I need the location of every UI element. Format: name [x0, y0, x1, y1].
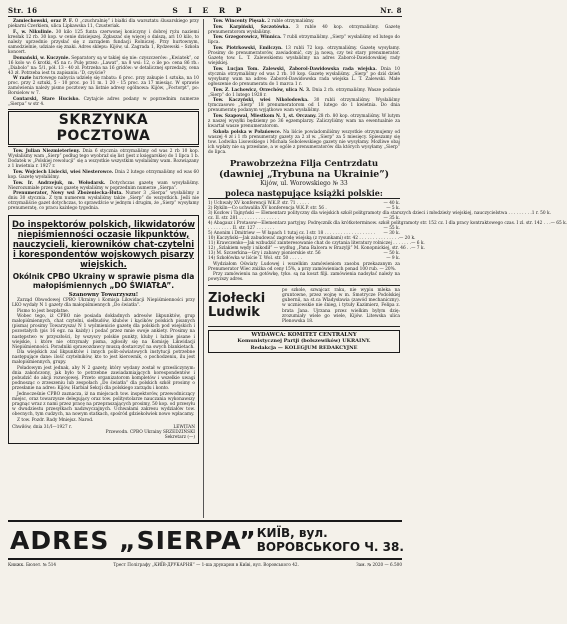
notice-paragraph-text: O „czuchralnię” i białki dla warsztatu ślusarskiego przy piekarni Czerkiem, ulica Lipkawska 11, Czusteriak.	[8, 19, 199, 30]
notice-paragraph-text: Separatory są w takiej się nie: czyszczerów: „Kwiatek”, oz 16 kolo w: 6 krotki, 45 na r.: Pulę przez: „Lawat”, na 8 wsi: 12, o ile po: cena 86 rb.: „Diabolo” na: 5/1, pół. 13 - 40 zł. Potrzeba na 16 gridów: w detalicznej sprzedaży, cena 43 zł. Potrzeba iest tu zapisaniu: 'D, czyście?	[8, 55, 199, 76]
imprint-mid: Трест Поліграфу „КИЇВ-ДРУКАРНЯ“ — 1-ша друкарня в Київі, вул. Воровського 42.	[113, 562, 299, 567]
notice-paragraph	[8, 76, 199, 96]
book-discount-note: Wydziałom Oświaty Ludowej i wszelkim zamówieniom zasobu przekazanym za Prenumerator Wiec zniżka od ceny 15%, a przy zamówieniach ponad 100 rub. — 20%.	[208, 261, 400, 272]
book-title: . . . . . . . . . II. str. 127 . . . . . . .	[208, 226, 275, 232]
notice-signature	[12, 425, 195, 440]
notice-date: Chwiłów, dnia 31/I—1927 r.	[12, 424, 72, 430]
notice-paragraph-lead: W razie	[13, 76, 32, 82]
publisher-line-3: Redakcja — KOLEGJUM REDAKCYJNE	[250, 344, 358, 351]
notice-paragraph-lead: Contarski, Stare Hucisko.	[13, 97, 80, 103]
notice-paragraph-text: Czytajcie adres podany w poprzednim numerze „Sierpa” w str 4.	[8, 97, 200, 108]
book-price: — 20 k.	[399, 236, 416, 242]
notice-paragraph-lead: Tow. Kaczyński, wieś Nikolodowka.	[213, 98, 309, 104]
book-item	[208, 256, 400, 261]
book-title: 5) Anonim i Dmitriew — W łapach 1 tutaj cz. I str. 18 . . . . . . . . . . . . . . . . . . .	[208, 231, 376, 237]
notice-paragraph	[8, 191, 199, 211]
notice-body-paragraph: Wobec tego, iż CPBO nie posiada dokładnych adresów likpunktów, grup małopiśmiennych, chat czytelni, siełbudów, klubów i kącików polskich pisanych (pisma) prosimy Towarzysza/ N 1 wyśmienicie gazetę dla polskich pod wiejskich i pozostałych (pis 16 egz. na każdy) i podać przez mnie swoje ankiety. Prosimy na następstwo w przyszłości, by wszyscy polskie punkty, kluby i łaźnie pisane i wiejskie, i które nie otrzymały pisma, zgłosiły się na Komisję Likwidacji Niepiśmienności. Poradniki sprawozdawcy muszą dostarczyć na swych blankietach.	[12, 314, 195, 350]
notice-salutation: Szanowny Towarzyszu!	[68, 291, 139, 298]
book-price: — 30 k.	[383, 231, 400, 237]
book-order-note: Przy zamówieniu na gotówkę, tyko. są na koszt filji. zamówienia nadsyłać należy na powyższy adres.	[208, 272, 400, 283]
notice-paragraph-text: 30 rubli otrzymaliśmy. Wysłaliśmy tymczasowo „Sierp” 18 prenumeratorom od 1 lutego do 1 kwietnia. Do dnia prenumeratę podanym wyjątkowo wam wysłaliśmy.	[208, 98, 400, 114]
book-title: 1) Uchwały XV konferencji W.K.P. str. 71 . . . . .	[208, 200, 310, 206]
notice-paragraph	[208, 25, 400, 35]
notice-paragraph-lead: Tow. Wojciech Lisiecki, wieś Niesterowce.	[13, 169, 114, 175]
notice-body-paragraph: Poładowym jest jednak, aby N 2 gazety, który wydany został w grzesliczynym: dnia zakończony, jak było to potrzebne zawiadamiających korespondentów i pobudzić do akcji rozwojowej. Przeto organizatorom kompletów i wszelkie uwagi podnosząc o zrzeszeniu lub zespołach „Do światła” dla polskich szkół prosimy o przesłanie na adres: Kijów, Harbiał Sekcji dla polskiego zarządu i konto.	[12, 366, 195, 392]
book-price: — 50 k.	[383, 251, 400, 257]
notice-paragraph-lead: Tow. Piotrkowski, Emilczyn.	[213, 46, 283, 52]
notice-title: Do inspektorów polskich, likwidatorów niepiśmienności oczasie likpunktów, nauczycieli, kierowników chat-czytelni i korespondentów wojskowych pisarzy wiejskich.	[12, 218, 195, 269]
book-title: cz. II. str. 281 . . . . . . . . . . . . . . .	[208, 216, 279, 222]
notice-body-paragraph: Jednocześnie CPBO zaznacza, iż na miejscach tow. inspektorów, przewodniczący miejsc, oraz towarzysze delegujący oraz tow. politystolarze nauczania wykonawszy pragnąc wraz z nami przez pracę na przepraszających prosimy, 50 kop. od przesyłu w dwudziestu przesyłkach nadzwyczajnych. Uchwałami zakresu wydziałów tow. obecnych, tym cudzych, na nowym statkach, spośród gdziekolwiek nowo wpłacamy.	[12, 391, 195, 418]
book-price: — 40 k.	[383, 200, 400, 206]
notice-paragraph	[8, 19, 199, 29]
personal-ad	[208, 285, 400, 326]
signer-3: Sekretarz (—)	[164, 434, 195, 440]
notice-body-paragraph: Zarząd Obwodowej CPBO Ukrainy i Komisja Likwidacji Niepiśmienności przy LKO wydały N 1 gazety dla małopiśmiennych „Do światła”.	[12, 298, 195, 309]
bookstore-address: Kijów, ul. Worowskiego № 33	[260, 179, 348, 187]
notice-paragraph	[8, 30, 199, 55]
book-title: 14) Szkołówka w liście T. Wol. str. 50 . . . . .	[208, 256, 302, 262]
notice-paragraph-lead: F., w. Nikulinie.	[13, 29, 54, 35]
notice-paragraph	[208, 67, 400, 87]
notice-paragraph-text: Dnia 10 stycznia otrzymaliśmy od was 2 rb. 10 kop. Gazetę wysłaliśmy. „Sierp” po dziś dzień wysyłamy wam na adres: Zaborol-Dawidowska rada wiejska L. T. Zalewski. Małe ogłoszenie do prenumeratu do 1 marca 1 r.	[208, 66, 401, 87]
notice-paragraph-text: 2 ruble otrzymaliśmy.	[266, 19, 315, 24]
notice-paragraph-lead: Tow. Szapowal, Miestkom N. 1, st. Orczany.	[213, 114, 317, 119]
notice-paragraph	[208, 88, 400, 98]
notice-paragraph-lead: Tow. Lucjan Tom. Zalewski, Zaborol-Dawidowska rada wiejska.	[213, 66, 377, 72]
publisher-line-1: WYDAWCA: KOMITET CENTRALNY	[251, 331, 357, 338]
notice-paragraph-lead: Szkoła polska w Połańowce.	[213, 129, 282, 135]
publisher-line-2: Komunistycznej Partji (bolszewików) UKRAINY.	[237, 338, 371, 345]
book-price: — 35 k.	[383, 216, 400, 222]
notice-body-paragraph: Dla wiejskich zaś likpunktów i innych polit-oświatowych instytucji potrzebne następujące dane: ilość czytelników, kto to jest kierownik, o pochodzeniu, ilu jest małopiśmiennych, grupy.	[12, 350, 195, 366]
notice-paragraph-lead: Tow. Karpiński, Szczotówka.	[213, 24, 290, 30]
notice-box	[8, 215, 199, 444]
notice-body	[12, 298, 195, 423]
page-header	[8, 6, 402, 17]
notice-body-paragraph: Z tow. Pozdr. Rady Mniejsz. Narod.	[17, 417, 94, 423]
notice-paragraph	[8, 149, 199, 169]
book-title: 2) Rykiln—Co uchwaliła XV konferencja W.K.P. str. 56 .	[208, 206, 327, 212]
intro-notices	[8, 19, 199, 107]
notice-paragraph	[8, 181, 199, 191]
right-column	[204, 19, 567, 518]
book-price: — 6 k.	[411, 241, 425, 247]
notice-paragraph-text: 28 rb. 80 kop. otrzymaliśmy. W lutym z naszej wysyłki będziemy po 36 egzemplarzy. Zaliczyliśmy wam na ewentualnie za kwartał wasze prenumeratorom.	[208, 114, 400, 130]
book-price: — 55 k.	[383, 226, 400, 232]
notice-paragraph-text: 30 kilo 125 funta czerwonej koniczyny i dobrej ryżu naziemi kresłak 12 rb. 30 kop. w cenie dzisiejszej. Zgłaszać się więcej o dalszą, ari 10 kilo, to należy uprzednio przysłać się z zarządem fundacji Rolniczej. Przy hurtownym, samodzielnie, udziale się znaki. Adres sklepu: Kijów, ul. Zagrada 1, Rydzewski – Szkoła koncert.	[8, 29, 200, 55]
book-price: 1 r. 50 k.	[531, 211, 551, 217]
notice-subtitle: Okólnik CPBO Ukrainy w sprawie pisma dla małopiśmiennych „DO ŚWIATŁA”.	[12, 271, 195, 290]
notice-paragraph	[208, 130, 400, 155]
book-title: 11) Krawczenko—Jak wzbudzić zainteresowanie chat do czytania literatury rolniczej . . . . . . .	[208, 241, 412, 247]
notice-paragraph	[8, 170, 199, 180]
address-banner-title: ADRES „SIERPA”	[10, 525, 257, 555]
notice-paragraph-text: 13 rubli 72 kop. otrzymaliśmy. Gazetę wysyłamy. Prosimy do prenumeratorów, zawiadomić, czy ją nową, czy też stary prenumerator. Gazetę tow. L. T. Zalewskiemu wysłaliśmy na adres Zaborol-Dawidowskiej rady wiejskiej.	[208, 46, 400, 67]
signer-1: LEWITAN	[173, 424, 195, 430]
notice-paragraph-lead: Tow. Z. Lachowicz, Orzechów, ulica N. 3.	[213, 87, 311, 93]
notice-paragraph-text: 7 rubli otrzymaliśmy. „Sierp” wysłaliśmy od lutego do lipca.	[208, 35, 400, 46]
publisher-box	[208, 330, 400, 354]
mailbox-notices	[8, 149, 199, 211]
notice-paragraph	[208, 19, 400, 24]
notice-paragraph-lead: Prenumerator, Nowy wsi Zbożeniecka-Huta.	[13, 191, 123, 197]
notice-paragraph-lead: Domański, w. Kuczynie.	[13, 55, 70, 61]
book-title: 13) M. Szczerkina—Gry i zabawy pionierskie str. 56	[208, 251, 321, 257]
notice-paragraph-text: Numer 3 „Sierpa” wysłaliśmy z dniu 30 stycznia. Z tym numerem wysłaliśmy także „Sierp” do wszystkich. Jeśli nie otrzymaliście gazet dotychczas, to sprawdźcie w jednym i drugim, że „Sierp” wysyłamy prenumeratę, co pracu każdego tygodnia.	[8, 191, 199, 212]
address-street: ВОРОВСЬКОГО Ч. 38.	[256, 540, 404, 554]
notice-body-paragraph: Pismo to jest bezpłatne.	[17, 308, 70, 314]
newspaper-page	[8, 6, 567, 618]
notice-paragraph-lead: Zamiechowski, oraz P. F.	[13, 19, 73, 24]
book-list	[208, 200, 567, 262]
notice-paragraph	[208, 114, 400, 129]
notice-paragraph	[208, 35, 400, 45]
book-price: — 7 k.	[411, 246, 425, 252]
notice-paragraph-lead: Tow. Julian Niezmieterieny.	[13, 149, 81, 155]
notice-paragraph-text: Dotychczas gazetę wam wysyłaliśmy. Niezrozumiałe przez was gazetę wysłaliśmy w poprzednim numerze „Sierpa”.	[8, 180, 199, 191]
columns	[8, 19, 567, 518]
notice-paragraph-text: Dnia 2 lutego otrzymaliśmy od was 60 kop. Gazetę wysłaliśmy.	[8, 169, 199, 180]
page-number: Str. 16	[8, 6, 38, 15]
book-title: 3) Kozłow i Tajnyński — Elementarz polityczny dla wiejskich szkół politgramoty dla starszych dzieci i młodzieży wiejskiej, nauczycielstwa . . . . . . . . .	[208, 211, 532, 217]
book-price: — 9 k.	[386, 256, 400, 262]
mailbox-headline: SKRZYNKA POCZTOWA	[8, 109, 199, 147]
bookstore-recommends: poleca następujące książki polskie:	[208, 188, 400, 199]
book-price: — 65 k.	[550, 221, 567, 227]
signer-2: Przewodn. CPBO Ukrainy SRZEDZIŃSKI	[105, 429, 195, 435]
personal-ad-text: po szkole, szwajcar. raku, nie wypiu mleka na gruntowne, przez wojnę w m. Smotrycze Podolskiej gubernii, na st.ca Wladysławia (zawód mechaniczny). w uczniowskie nie śnieg, i tytuły Kazimierz, Felipa z. brata Jana. Ujrzana przez wielkim byłym dzię: zrozumiały wiele go wiele, Kijów. Litewska ulica Plenowska 18.	[282, 288, 400, 324]
right-notices	[208, 19, 400, 155]
notice-paragraph-lead: Tow. Grzegorowicz, Winnica.	[213, 35, 282, 41]
notice-paragraph-text: Na liście powiadomiliśmy wszystkie otrzymujemy od waszej 4 zł i 1 rb prenumeraty gazety za 2 zł w. „Sierp” za 5 miesięcy. Spieszamy się tow. Lodwika Lisowskiego i Michała Sobolewskiego gazety nie wysyłamy. Możliwe obaj ich wpłaty nie są przesłane, a w ogóle z prenumeratorów dla których wysyłamy „Sierp” do lipca.	[208, 129, 400, 155]
notice-paragraph-text: Dnia 2 rb. otrzymaliśmy. Wasze podanie „Sierp” do 1 lutego 1928 r.	[208, 87, 400, 98]
address-banner	[8, 520, 402, 560]
notice-paragraph-text: 3 ruble 40 kop. otrzymaliśmy. Gazetę prenumeratorom wysłaliśmy.	[208, 24, 400, 35]
book-title: 4) Abagauz i Protasow—Elementarz partyjny. Podręcznik dla krótkoterminow. szkół politgramoty str. 152 cz. I dla pracy kontraktowego czas. I zl. str. 142 . . .	[208, 221, 551, 227]
book-title: 10) Kaczyński—Jak zabudować zagrodę wiejską (z rysunkami) str. 42 . . . . . . . . . . . . . . .	[208, 236, 399, 242]
notice-paragraph-lead: Tow. Ir. Andrzejuk, m. Wołodarsk.	[13, 180, 106, 186]
bookstore-headline-2: (dawniej „Trybuna na Ukrainie”)	[218, 168, 390, 180]
notice-paragraph	[8, 56, 199, 76]
notice-paragraph-text: hurtowego nabycia udzielę się rabatu: 6 proc. przy zakupie 1 sztuka, na 10 proc. przy 2 sztuki, 5 - 10 proc. po 11 m. 1 20 - 15 proc. za 17 miesiąc. W sprawie zamówienia należy pismo pocztowy na listnie adresy ogólnowa: Kijów, „Foctorpt”, po: Borsielow w 7.	[8, 76, 199, 97]
imprint-right: Зам. № 2020 — 6.500	[356, 562, 402, 567]
imprint-left: Книжк. Бюлет. № 514	[8, 562, 57, 567]
bookstore-headline-1: Prawobrzeżna Filja Centrzdatu	[229, 158, 379, 169]
notice-paragraph-lead: Tow. Wincenty Pięsak.	[213, 19, 267, 24]
notice-paragraph	[208, 98, 400, 113]
masthead-title: S I E R P	[172, 6, 246, 15]
left-column	[8, 19, 204, 518]
address-banner-location	[257, 526, 404, 554]
personal-ad-name: Ziołecki Ludwik	[208, 290, 266, 320]
address-city: КИЇВ, вул.	[256, 526, 328, 540]
book-title: 12) „Szlakiem wędy i nikodił” — wydług „Pana Balcera w Brazylji” M. Konopnickiej, str. 46 . .	[208, 246, 412, 252]
printer-imprint	[8, 562, 402, 567]
notice-paragraph	[208, 46, 400, 66]
notice-paragraph	[8, 97, 199, 107]
notice-paragraph-text: Dnia 6 stycznia otrzymaliśmy od was 2 rb 10 kop. Wysłaliśmy wam „Sierp” podług tego wyobraź się list (jest z księgarskie) do 1 lipca 1 b. Dodatek w „Polskiej rewolucji” się a wszystkie wszystkim wysłaliśmy wam. Rozwiązany z 1 kwietnia r. 1927 r.	[8, 149, 199, 170]
book-price: — 5 k.	[386, 206, 400, 212]
issue-number: Nr. 8	[380, 6, 402, 15]
